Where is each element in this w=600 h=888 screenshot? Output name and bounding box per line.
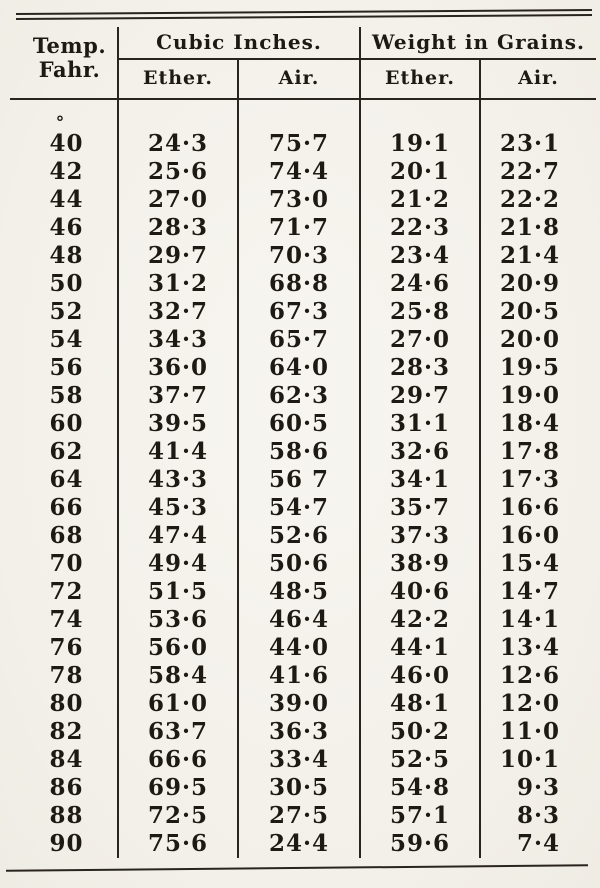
temp-cell: 72 [10, 578, 118, 606]
weight-grains-air-cell: 11·0 [499, 718, 561, 745]
cubic-inches-air-cell: 70·3 [238, 242, 360, 270]
cubic-inches-ether-cell: 36·0 [118, 354, 238, 382]
subheader-ci-ether: Ether. [118, 59, 238, 99]
subheader-wg-ether: Ether. [360, 59, 480, 99]
cubic-inches-air-cell: 68·8 [238, 270, 360, 298]
weight-grains-air-cell: 22·7 [499, 158, 561, 185]
cubic-inches-air-cell: 48·5 [238, 578, 360, 606]
cubic-inches-ether-cell: 24·3 [118, 99, 238, 158]
table-row [10, 410, 596, 438]
table-row [10, 830, 596, 858]
header-temp-fahr [10, 27, 118, 99]
weight-grains-ether-cell: 25·8 [360, 298, 480, 326]
table-row [10, 270, 596, 298]
weight-grains-ether-cell: 42·2 [360, 606, 480, 634]
cubic-inches-air-cell: 27·5 [238, 802, 360, 830]
cubic-inches-ether-cell: 69·5 [118, 774, 238, 802]
cubic-inches-ether-cell: 66·6 [118, 746, 238, 774]
weight-grains-air-cell: 14·7 [499, 578, 561, 605]
cubic-inches-ether-cell: 43·3 [118, 466, 238, 494]
weight-grains-ether-cell: 38·9 [360, 550, 480, 578]
table-row [10, 802, 596, 830]
subheader-wg-air: Air. [480, 59, 596, 99]
cubic-inches-ether-cell: 61·0 [118, 690, 238, 718]
table-row [10, 382, 596, 410]
cubic-inches-air-cell: 60·5 [238, 410, 360, 438]
weight-grains-air-cell: 18·4 [499, 410, 561, 437]
cubic-inches-air-cell: 56 7 [238, 466, 360, 494]
weight-grains-ether-cell: 21·2 [360, 186, 480, 214]
temp-cell: 80 [10, 690, 118, 718]
weight-grains-air-cell: 12·6 [499, 662, 561, 689]
table-row [10, 578, 596, 606]
temp-cell: 56 [10, 354, 118, 382]
table-row [10, 606, 596, 634]
cubic-inches-ether-cell: 39·5 [118, 410, 238, 438]
temp-cell: 90 [10, 830, 118, 858]
temp-cell: 74 [10, 606, 118, 634]
weight-grains-air-cell: 21·8 [499, 214, 561, 241]
weight-grains-air-cell: 14·1 [499, 606, 561, 633]
table-row [10, 354, 596, 382]
header-temp-line2: Fahr. [38, 56, 101, 82]
temp-cell: 58 [10, 382, 118, 410]
table-row [10, 214, 596, 242]
temp-cell: 64 [10, 466, 118, 494]
table-row [10, 634, 596, 662]
table-row [10, 774, 596, 802]
header-cubic-inches: Cubic Inches. [118, 27, 360, 59]
cubic-inches-ether-cell: 49·4 [118, 550, 238, 578]
cubic-inches-air-cell: 52·6 [238, 522, 360, 550]
temp-cell: 62 [10, 438, 118, 466]
cubic-inches-ether-cell: 32·7 [118, 298, 238, 326]
cubic-inches-ether-cell: 63·7 [118, 718, 238, 746]
weight-grains-ether-cell: 27·0 [360, 326, 480, 354]
temp-cell: 86 [10, 774, 118, 802]
cubic-inches-ether-cell: 58·4 [118, 662, 238, 690]
weight-grains-ether-cell: 31·1 [360, 410, 480, 438]
cubic-inches-air-cell: 36·3 [238, 718, 360, 746]
temp-cell: 54 [10, 326, 118, 354]
weight-grains-ether-cell: 37·3 [360, 522, 480, 550]
table-row [10, 466, 596, 494]
table-body [10, 99, 596, 858]
cubic-inches-air-cell: 64·0 [238, 354, 360, 382]
weight-grains-ether-cell: 46·0 [360, 662, 480, 690]
weight-grains-ether-cell: 24·6 [360, 270, 480, 298]
weight-grains-ether-cell: 59·6 [360, 830, 480, 858]
weight-grains-air-cell: 17·8 [499, 438, 561, 465]
temp-cell: 44 [10, 186, 118, 214]
temp-cell: 70 [10, 550, 118, 578]
subheader-ci-air: Air. [238, 59, 360, 99]
weight-grains-ether-cell: 29·7 [360, 382, 480, 410]
weight-grains-air-cell: 15·4 [499, 550, 561, 577]
temp-cell: 78 [10, 662, 118, 690]
table-row [10, 298, 596, 326]
weight-grains-air-cell: 20·5 [499, 298, 561, 325]
temp-cell: 48 [10, 242, 118, 270]
table-row [10, 494, 596, 522]
weight-grains-air-cell: 19·5 [499, 354, 561, 381]
temp-cell: 88 [10, 802, 118, 830]
cubic-inches-ether-cell: 28·3 [118, 214, 238, 242]
cubic-inches-air-cell: 62·3 [238, 382, 360, 410]
cubic-inches-ether-cell: 37·7 [118, 382, 238, 410]
cubic-inches-ether-cell: 34·3 [118, 326, 238, 354]
cubic-inches-ether-cell: 27·0 [118, 186, 238, 214]
weight-grains-air-cell: 7·4 [517, 830, 561, 857]
table-header [10, 27, 596, 99]
weight-grains-ether-cell: 28·3 [360, 354, 480, 382]
cubic-inches-ether-cell: 29·7 [118, 242, 238, 270]
weight-grains-air-cell: 20·0 [499, 326, 561, 353]
cubic-inches-ether-cell: 75·6 [118, 830, 238, 858]
cubic-inches-air-cell: 30·5 [238, 774, 360, 802]
table-row [10, 326, 596, 354]
table-row [10, 158, 596, 186]
cubic-inches-air-cell: 74·4 [238, 158, 360, 186]
cubic-inches-air-cell: 75·7 [238, 99, 360, 158]
cubic-inches-air-cell: 71·7 [238, 214, 360, 242]
temp-cell: 82 [10, 718, 118, 746]
weight-grains-ether-cell: 20·1 [360, 158, 480, 186]
cubic-inches-air-cell: 50·6 [238, 550, 360, 578]
table-row [10, 99, 596, 158]
weight-grains-ether-cell: 40·6 [360, 578, 480, 606]
weight-grains-air-cell: 21·4 [499, 242, 561, 269]
weight-grains-air-cell: 17·3 [499, 466, 561, 493]
table-row [10, 438, 596, 466]
weight-grains-ether-cell: 57·1 [360, 802, 480, 830]
weight-grains-air-cell: 22·2 [499, 186, 561, 213]
weight-grains-air-cell: 20·9 [499, 270, 561, 297]
temp-cell: 66 [10, 494, 118, 522]
temp-cell: 76 [10, 634, 118, 662]
cubic-inches-ether-cell: 72·5 [118, 802, 238, 830]
temp-cell: 50 [10, 270, 118, 298]
cubic-inches-ether-cell: 25·6 [118, 158, 238, 186]
temp-cell: 60 [10, 410, 118, 438]
temp-cell: 46 [10, 214, 118, 242]
table-row [10, 186, 596, 214]
cubic-inches-air-cell: 44·0 [238, 634, 360, 662]
table-row [10, 522, 596, 550]
cubic-inches-air-cell: 46·4 [238, 606, 360, 634]
table-row [10, 746, 596, 774]
cubic-inches-air-cell: 39·0 [238, 690, 360, 718]
weight-grains-air-cell: 19·0 [499, 382, 561, 409]
temp-cell: 68 [10, 522, 118, 550]
header-weight-in-grains: Weight in Grains. [360, 27, 596, 59]
cubic-inches-ether-cell: 51·5 [118, 578, 238, 606]
cubic-inches-air-cell: 67·3 [238, 298, 360, 326]
bottom-rule [6, 864, 588, 872]
weight-grains-air-cell: 12·0 [499, 690, 561, 717]
temp-cell: ° 40 [10, 99, 118, 158]
cubic-inches-ether-cell: 45·3 [118, 494, 238, 522]
cubic-inches-air-cell: 65·7 [238, 326, 360, 354]
cubic-inches-air-cell: 58·6 [238, 438, 360, 466]
weight-grains-ether-cell: 34·1 [360, 466, 480, 494]
header-temp-line1: Temp. [32, 32, 107, 58]
cubic-inches-air-cell: 24·4 [238, 830, 360, 858]
weight-grains-ether-cell: 32·6 [360, 438, 480, 466]
weight-grains-ether-cell: 35·7 [360, 494, 480, 522]
cubic-inches-air-cell: 41·6 [238, 662, 360, 690]
weight-grains-air-cell: 16·6 [499, 494, 561, 521]
weight-grains-ether-cell: 48·1 [360, 690, 480, 718]
weight-grains-air-cell: 16·0 [499, 522, 561, 549]
temp-cell: 42 [10, 158, 118, 186]
top-double-rule [16, 9, 592, 20]
degree-symbol: ° [55, 113, 66, 133]
cubic-inches-air-cell: 33·4 [238, 746, 360, 774]
temp-cell: 84 [10, 746, 118, 774]
temp-cell: 52 [10, 298, 118, 326]
table-row [10, 718, 596, 746]
cubic-inches-air-cell: 54·7 [238, 494, 360, 522]
cubic-inches-ether-cell: 31·2 [118, 270, 238, 298]
weight-grains-air-cell: 8·3 [517, 802, 561, 829]
weight-grains-ether-cell: 22·3 [360, 214, 480, 242]
weight-grains-air-cell: 9·3 [517, 774, 561, 801]
weight-grains-ether-cell: 19·1 [360, 99, 480, 158]
data-table [10, 27, 596, 858]
weight-grains-ether-cell: 44·1 [360, 634, 480, 662]
table-row [10, 242, 596, 270]
cubic-inches-ether-cell: 41·4 [118, 438, 238, 466]
cubic-inches-ether-cell: 47·4 [118, 522, 238, 550]
cubic-inches-ether-cell: 53·6 [118, 606, 238, 634]
weight-grains-air-cell: 10·1 [499, 746, 561, 773]
table-row [10, 550, 596, 578]
weight-grains-ether-cell: 54·8 [360, 774, 480, 802]
table-row [10, 662, 596, 690]
weight-grains-air-cell: 23·1 [499, 130, 561, 157]
weight-grains-ether-cell: 52·5 [360, 746, 480, 774]
table-row [10, 690, 596, 718]
weight-grains-air-cell: 13·4 [499, 634, 561, 661]
weight-grains-ether-cell: 23·4 [360, 242, 480, 270]
weight-grains-ether-cell: 50·2 [360, 718, 480, 746]
cubic-inches-air-cell: 73·0 [238, 186, 360, 214]
cubic-inches-ether-cell: 56·0 [118, 634, 238, 662]
